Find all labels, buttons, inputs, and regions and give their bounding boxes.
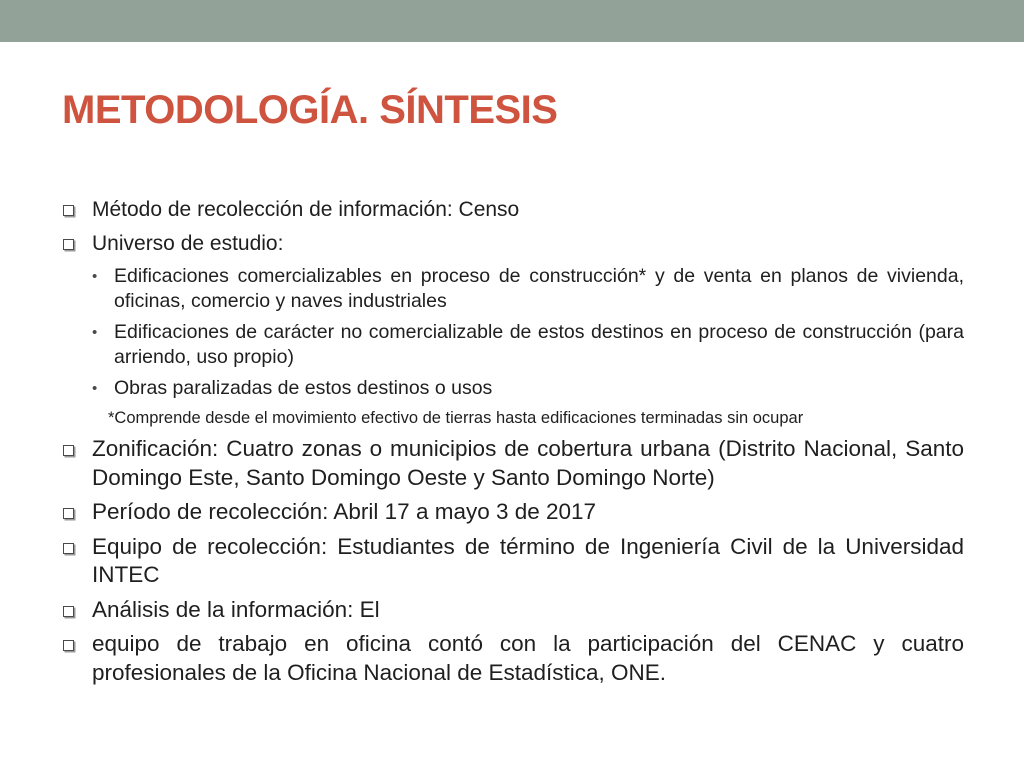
sub-bullet-text: Edificaciones de carácter no comercializable de estos destinos en proceso de construcción (para arriendo, uso propio) [114,321,964,368]
footnote: *Comprende desde el movimiento efectivo de tierras hasta edificaciones terminadas sin ocupar [108,409,804,427]
square-bullet-icon [63,543,74,554]
square-bullet-icon [63,508,74,519]
dot-bullet-icon: • [92,380,98,397]
square-bullet-icon [63,205,74,216]
bullet-text: Método de recolección de información: Censo [92,198,520,221]
sub-bullet-text: Edificaciones comercializables en proceso de construcción* y de venta en planos de vivienda, oficinas, comercio y naves industriales [114,265,964,312]
slide-content [62,196,964,693]
bullet-text: Análisis de la información: El [92,596,380,622]
top-accent-bar [0,0,1024,42]
bullet-analisis [62,596,964,625]
square-bullet-icon [63,445,74,456]
sub-bullet-comercializables [62,264,964,314]
square-bullet-icon [63,640,74,651]
square-bullet-icon [63,606,74,617]
slide-title: METODOLOGÍA. SÍNTESIS [62,88,558,132]
bullet-text: Zonificación: Cuatro zonas o municipios de cobertura urbana (Distrito Nacional, Santo Domingo Este, Santo Domingo Oeste y Santo Domingo Norte) [92,436,964,490]
sub-bullet-text: Obras paralizadas de estos destinos o usos [114,377,493,399]
bullet-text: Universo de estudio: [92,232,284,255]
bullet-text: Equipo de recolección: Estudiantes de término de Ingeniería Civil de la Universidad INTEC [92,533,964,587]
sub-bullet-no-comercializables [62,320,964,370]
square-bullet-icon [63,239,74,250]
bullet-equipo-oficina [62,630,964,687]
sub-bullet-paralizadas [62,376,964,401]
dot-bullet-icon: • [92,324,98,341]
bullet-text: equipo de trabajo en oficina contó con la participación del CENAC y cuatro profesionales de la Oficina Nacional de Estadística, ONE. [92,631,964,685]
bullet-zonificacion [62,435,964,492]
dot-bullet-icon: • [92,268,98,285]
bullet-equipo [62,533,964,590]
bullet-universo [62,230,964,258]
bullet-text: Período de recolección: Abril 17 a mayo 3 de 2017 [92,499,597,524]
bullet-periodo [62,498,964,527]
bullet-metodo [62,196,964,224]
